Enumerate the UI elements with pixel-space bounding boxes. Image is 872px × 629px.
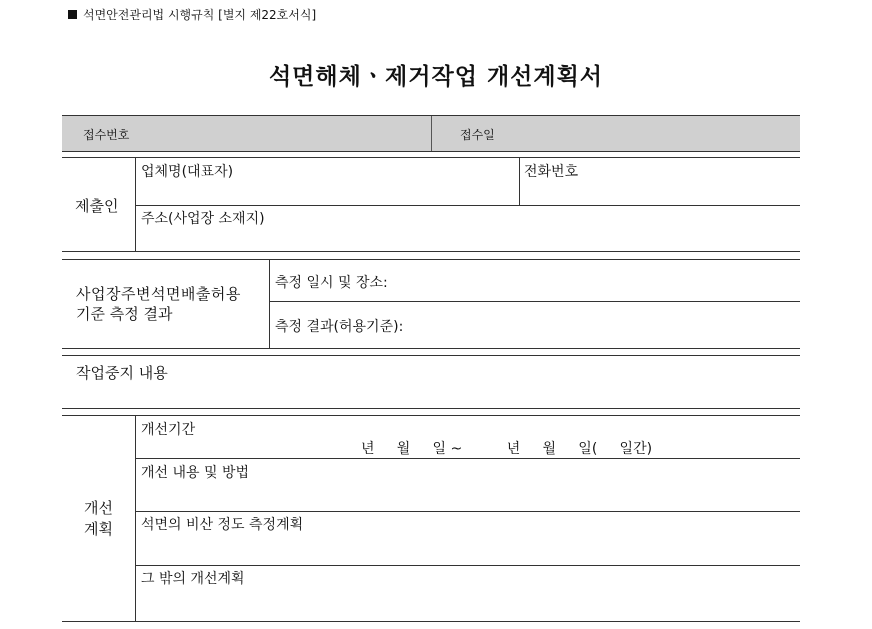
period-format[interactable]: 년 월 일 ~ 년 월 일( 일간) xyxy=(361,441,653,457)
receipt-number-label: 접수번호 xyxy=(83,128,130,142)
receipt-date-label: 접수일 xyxy=(460,128,495,142)
measure-plan-label: 석면의 비산 정도 측정계획 xyxy=(141,517,304,533)
period-bottom-line xyxy=(135,458,800,459)
measure-plan-field[interactable] xyxy=(141,535,796,561)
submitter-bottom-line xyxy=(62,251,800,252)
other-plan-field[interactable] xyxy=(141,589,796,617)
improvement-label-divider xyxy=(135,415,136,622)
receipt-divider xyxy=(431,116,432,151)
improvement-label-line1: 개선 xyxy=(84,499,113,517)
method-label: 개선 내용 및 방법 xyxy=(141,465,250,481)
regulation-header xyxy=(68,6,316,23)
form-title: 석면해체ㆍ제거작업 개선계획서 xyxy=(268,64,604,90)
improvement-label-line2: 계획 xyxy=(84,520,113,538)
phone-label: 전화번호 xyxy=(524,164,579,180)
submitter-label-divider xyxy=(135,157,136,252)
improvement-bottom-line xyxy=(62,621,800,622)
measurement-result-label: 측정 결과(허용기준): xyxy=(275,319,404,335)
regulation-text: 석면안전관리법 시행규칙 [별지 제22호서식] xyxy=(83,8,317,22)
address-label: 주소(사업장 소재지) xyxy=(141,211,265,227)
measurement-mid-line xyxy=(269,301,800,302)
address-field[interactable] xyxy=(141,227,796,249)
improvement-top-line xyxy=(62,415,800,416)
measure-plan-bottom-line xyxy=(135,565,800,566)
phone-divider xyxy=(519,157,520,205)
receipt-bar xyxy=(62,115,800,152)
period-label: 개선기간 xyxy=(141,422,196,438)
measurement-label-line2: 기준 측정 결과 xyxy=(76,305,173,323)
measurement-datetime-field[interactable] xyxy=(420,268,795,294)
measurement-bottom-line xyxy=(62,348,800,349)
method-field[interactable] xyxy=(141,482,796,508)
square-bullet-icon xyxy=(68,10,77,19)
measurement-top-line xyxy=(62,259,800,260)
submitter-label: 제출인 xyxy=(75,197,119,215)
company-field[interactable] xyxy=(141,180,515,202)
measurement-datetime-label: 측정 일시 및 장소: xyxy=(275,275,388,291)
measurement-label-line1: 사업장주변석면배출허용 xyxy=(76,285,241,303)
company-label: 업체명(대표자) xyxy=(141,164,234,180)
submitter-top-line xyxy=(62,157,800,158)
suspension-bottom-line xyxy=(62,408,800,409)
suspension-field[interactable] xyxy=(76,383,796,405)
suspension-top-line xyxy=(62,355,800,356)
method-bottom-line xyxy=(135,511,800,512)
submitter-mid-line xyxy=(135,205,800,206)
phone-field[interactable] xyxy=(524,180,796,202)
measurement-result-field[interactable] xyxy=(430,312,795,338)
other-plan-label: 그 밖의 개선계획 xyxy=(141,571,245,587)
measurement-label-divider xyxy=(269,259,270,349)
suspension-label: 작업중지 내용 xyxy=(76,364,168,382)
